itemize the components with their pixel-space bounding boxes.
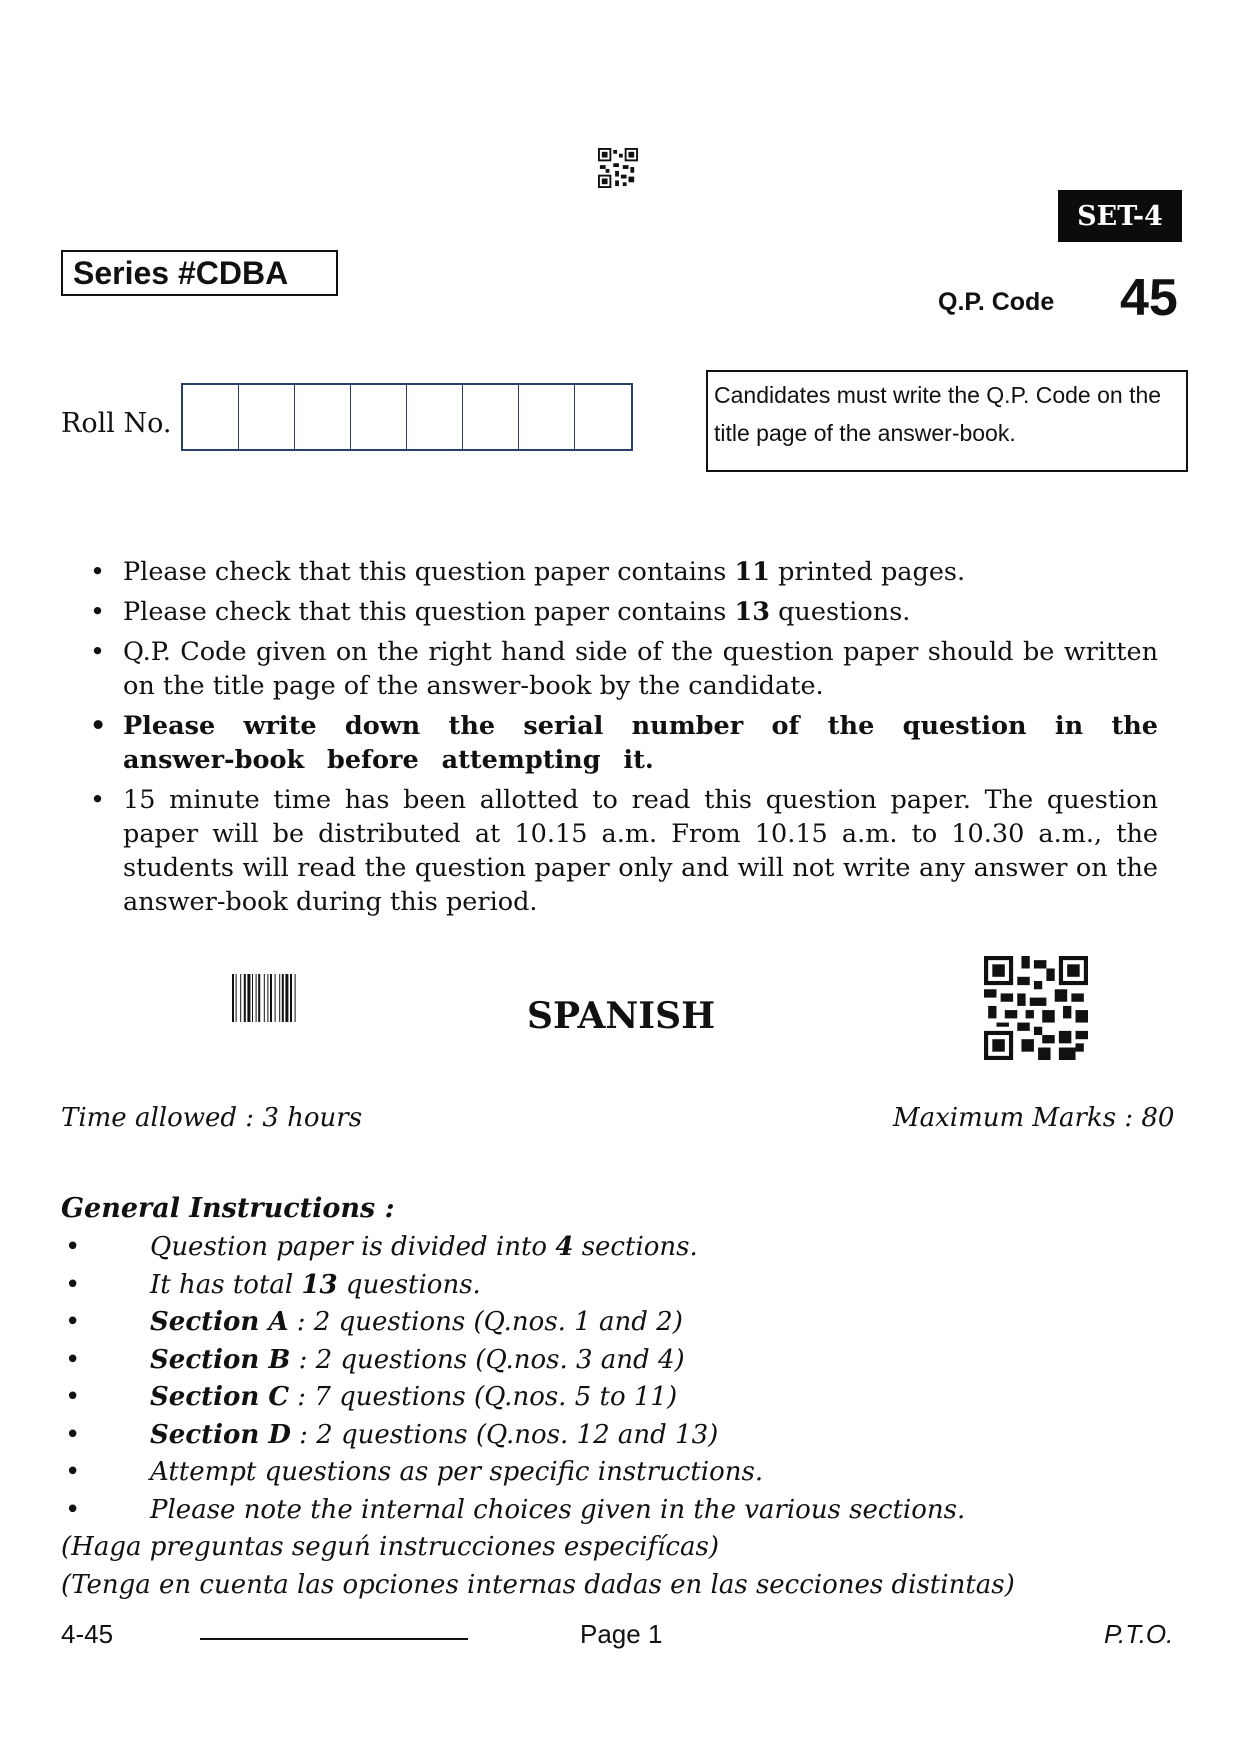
bullet: • bbox=[65, 1232, 81, 1262]
bullet: • bbox=[65, 1382, 81, 1412]
footer-pto: P.T.O. bbox=[1104, 1619, 1174, 1649]
instruction-item bbox=[61, 1267, 1015, 1305]
bullet: • bbox=[65, 1344, 81, 1375]
instruction-text-part: Question paper is divided into bbox=[150, 1232, 556, 1262]
subject-title: SPANISH bbox=[527, 995, 716, 1037]
instruction-item bbox=[61, 1454, 1015, 1492]
general-instructions-title: General Instructions : bbox=[61, 1193, 395, 1224]
barcode-bar bbox=[258, 974, 260, 1022]
footer-divider bbox=[200, 1638, 468, 1640]
check-text: Please check that this question paper contains bbox=[123, 597, 735, 627]
roll-number-cell[interactable] bbox=[239, 385, 295, 449]
spanish-instruction: (Tenga en cuenta las opciones internas dadas en las secciones distintas) bbox=[61, 1569, 1015, 1600]
barcode-bar bbox=[252, 974, 253, 1022]
barcode-bar bbox=[282, 974, 284, 1022]
check-item: • 15 minute time has been allotted to read this question paper. The question paper will be distributed at 10.15 a.m. From 10.15 a.m. to 10.30 a.m., the students will read the question paper only and will not write any answer on the answer-book during this period. bbox=[88, 783, 1158, 919]
roll-number-cell[interactable] bbox=[183, 385, 239, 449]
roll-number-cell[interactable] bbox=[351, 385, 407, 449]
barcode-bar bbox=[267, 974, 268, 1022]
bullet: • bbox=[65, 1494, 81, 1525]
roll-number-cell[interactable] bbox=[407, 385, 463, 449]
footer-page-number: Page 1 bbox=[580, 1619, 663, 1649]
instruction-item bbox=[61, 1379, 1015, 1417]
instruction-text: Attempt questions as per specific instructions. bbox=[150, 1457, 764, 1487]
barcode-bar bbox=[236, 974, 237, 1022]
instruction-text bbox=[150, 1267, 481, 1305]
qr-code-small-icon bbox=[598, 148, 638, 188]
bullet: • bbox=[65, 1269, 81, 1300]
barcode-bar bbox=[295, 974, 296, 1022]
barcode-bar bbox=[232, 974, 234, 1022]
instruction-item bbox=[61, 1342, 1015, 1380]
roll-number-cell[interactable] bbox=[295, 385, 351, 449]
instruction-text-part: questions. bbox=[337, 1269, 481, 1300]
barcode-bar bbox=[256, 974, 257, 1022]
qr-code-icon bbox=[984, 956, 1088, 1060]
check-item: • Please write down the serial number of the question in the answer-book before attempting it. bbox=[88, 709, 1158, 777]
footer-paper-code: 4-45 bbox=[61, 1619, 114, 1649]
instruction-item bbox=[61, 1304, 1015, 1342]
check-item: • Q.P. Code given on the right hand side of the question paper should be written on the title page of the answer-book by the candidate. bbox=[88, 635, 1158, 703]
set-badge: SET-4 bbox=[1058, 190, 1182, 242]
section-c-text: : 7 questions (Q.nos. 5 to 11) bbox=[289, 1382, 678, 1412]
barcode-bar bbox=[240, 974, 241, 1022]
roll-number-cell[interactable] bbox=[463, 385, 519, 449]
question-total: 13 bbox=[301, 1269, 338, 1300]
barcode-bar bbox=[279, 974, 280, 1022]
qp-code-notice: Candidates must write the Q.P. Code on the title page of the answer-book. bbox=[706, 370, 1188, 472]
roll-number-boxes[interactable] bbox=[181, 383, 633, 451]
spanish-instruction: (Haga preguntas seguń instrucciones especifícas) bbox=[61, 1532, 719, 1562]
paper-check-list bbox=[88, 555, 1158, 925]
barcode-bar bbox=[244, 974, 246, 1022]
qp-code-label: Q.P. Code bbox=[938, 288, 1055, 316]
section-count: 4 bbox=[555, 1232, 574, 1262]
check-text: questions. bbox=[770, 597, 911, 627]
roll-number-cell[interactable] bbox=[519, 385, 575, 449]
series-label: Series #CDBA bbox=[61, 250, 338, 296]
instruction-text-part: It has total bbox=[150, 1269, 302, 1300]
section-a-label: Section A bbox=[150, 1307, 289, 1337]
barcode-bar bbox=[275, 974, 276, 1022]
instruction-item bbox=[61, 1417, 1015, 1455]
bullet: • bbox=[65, 1457, 81, 1487]
section-a-line bbox=[150, 1304, 683, 1342]
section-a-text: : 2 questions (Q.nos. 1 and 2) bbox=[288, 1307, 683, 1337]
bullet: • bbox=[65, 1307, 81, 1337]
check-text: printed pages. bbox=[770, 557, 966, 587]
bullet: • bbox=[65, 1419, 81, 1450]
section-d-label: Section D bbox=[150, 1419, 291, 1450]
instruction-item bbox=[61, 1492, 1015, 1530]
instruction-text bbox=[150, 1229, 698, 1267]
barcode-bar bbox=[264, 974, 265, 1022]
section-d-line bbox=[150, 1417, 718, 1455]
barcode-bar bbox=[285, 974, 288, 1022]
section-d-text: : 2 questions (Q.nos. 12 and 13) bbox=[290, 1419, 719, 1450]
section-c-line bbox=[150, 1379, 677, 1417]
time-allowed: Time allowed : 3 hours bbox=[61, 1103, 363, 1133]
section-b-line bbox=[150, 1342, 685, 1380]
general-instructions-list bbox=[61, 1229, 1015, 1604]
section-b-text: : 2 questions (Q.nos. 3 and 4) bbox=[290, 1344, 685, 1375]
page-count: 11 bbox=[734, 557, 770, 587]
check-text: Please check that this question paper contains bbox=[123, 557, 735, 587]
roll-number-cell[interactable] bbox=[575, 385, 631, 449]
section-b-label: Section B bbox=[150, 1344, 291, 1375]
check-item bbox=[88, 595, 1158, 629]
barcode-bar bbox=[247, 974, 250, 1022]
check-item bbox=[88, 555, 1158, 589]
qp-code-value: 45 bbox=[1120, 269, 1178, 327]
maximum-marks: Maximum Marks : 80 bbox=[893, 1103, 1175, 1133]
instruction-item bbox=[61, 1229, 1015, 1267]
barcode-bar bbox=[270, 974, 272, 1022]
barcode-icon bbox=[232, 974, 334, 1022]
roll-number-label: Roll No. bbox=[61, 408, 172, 439]
instruction-text-part: sections. bbox=[573, 1232, 698, 1262]
instruction-text: Please note the internal choices given in the various sections. bbox=[150, 1494, 966, 1525]
barcode-bar bbox=[290, 974, 292, 1022]
question-count: 13 bbox=[734, 597, 770, 627]
section-c-label: Section C bbox=[150, 1382, 290, 1412]
